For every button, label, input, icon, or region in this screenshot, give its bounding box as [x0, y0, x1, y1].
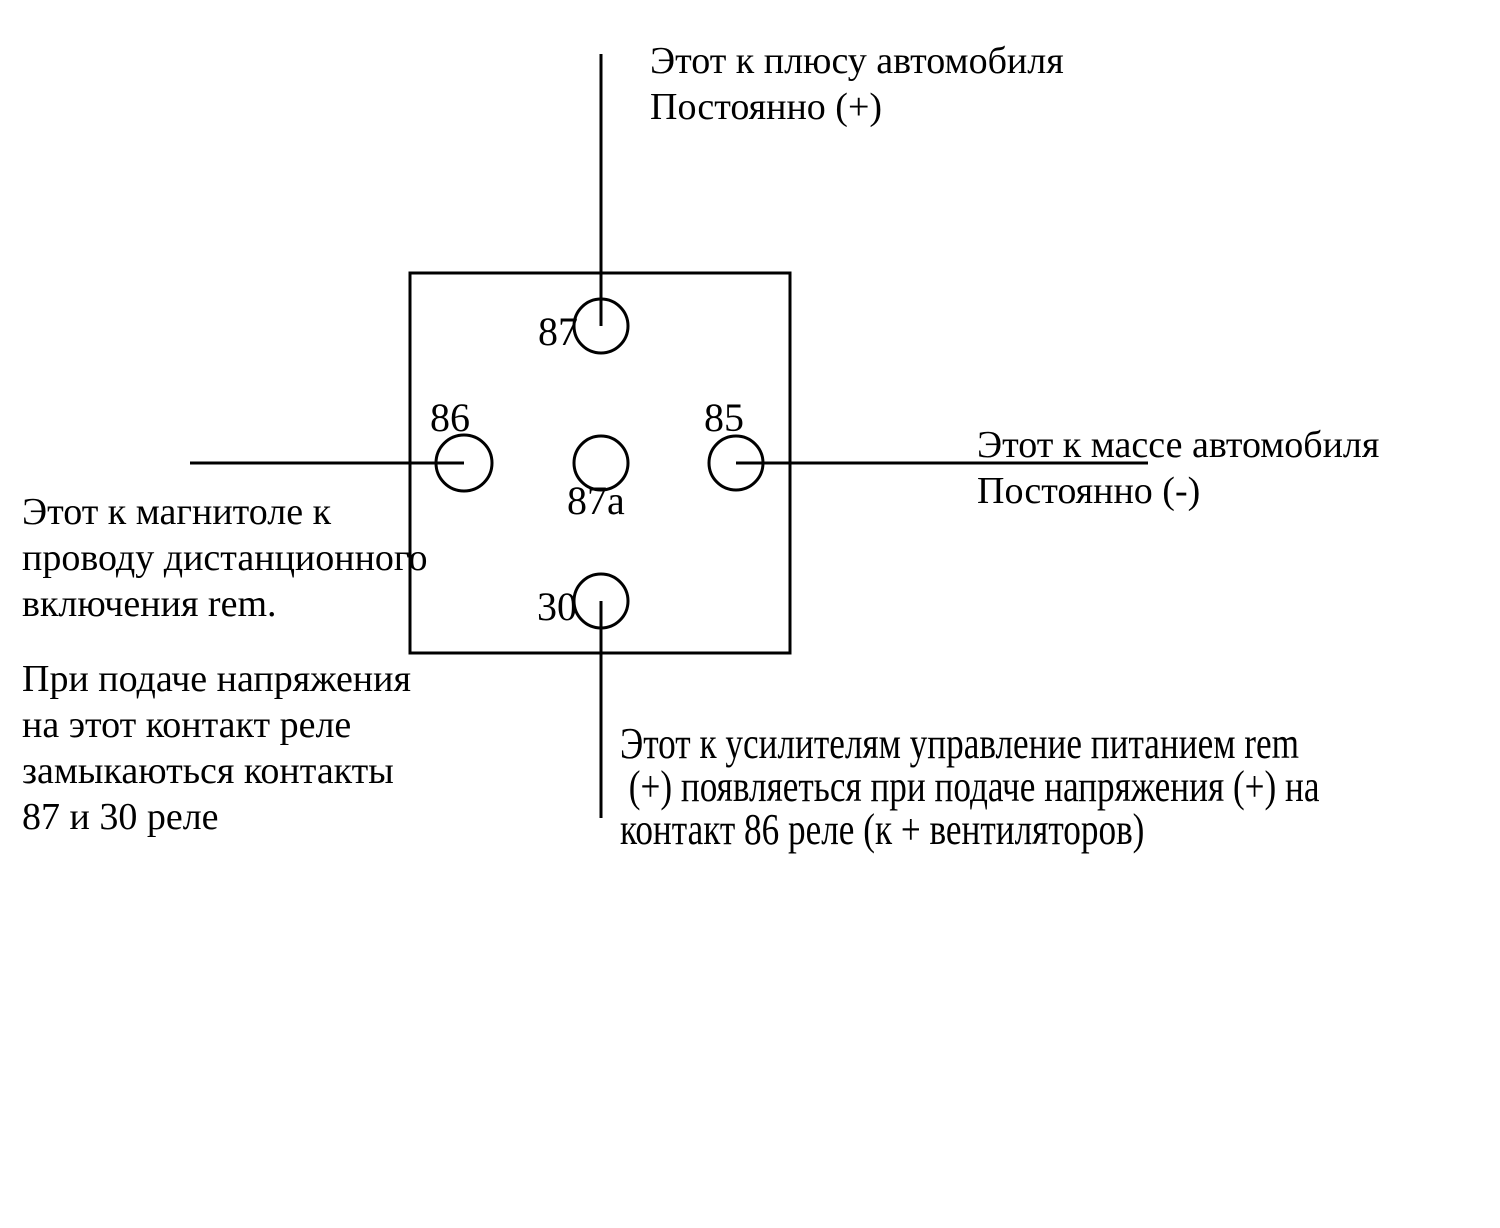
annotation-line: замыкаються контакты [22, 750, 394, 792]
annotation-line: (+) появляеться при подаче напряжения (+) на [620, 762, 1320, 811]
annotation-line: проводу дистанционного [22, 537, 428, 579]
pin-87-label: 87 [538, 309, 578, 354]
annotation-line: При подаче напряжения [22, 658, 411, 700]
annotation-left-rem [22, 489, 428, 627]
annotation-line: Постоянно (-) [977, 470, 1201, 512]
pin-87a-label: 87a [567, 478, 625, 523]
annotation-line: Этот к плюсу автомобиля [650, 40, 1064, 82]
relay-body-outline [410, 273, 790, 653]
annotation-line: Этот к массе автомобиля [977, 424, 1380, 466]
pin-85-label: 85 [704, 395, 744, 440]
annotation-line: 87 и 30 реле [22, 796, 219, 838]
annotation-line: Этот к усилителям управление питанием rem [620, 719, 1299, 768]
pin-86-label: 86 [430, 395, 470, 440]
annotation-line: включения rem. [22, 583, 277, 625]
annotation-right-ground [977, 422, 1379, 514]
annotation-line: на этот контакт реле [22, 704, 352, 746]
annotation-top-plus [650, 38, 1064, 130]
annotation-relay-operation [22, 656, 411, 840]
annotation-line: Этот к магнитоле к [22, 491, 332, 533]
annotation-line: контакт 86 реле (к + вентиляторов) [620, 805, 1145, 854]
annotation-line: Постоянно (+) [650, 86, 883, 128]
pin-30-label: 30 [537, 584, 577, 629]
annotation-amplifier-output [620, 719, 1320, 854]
